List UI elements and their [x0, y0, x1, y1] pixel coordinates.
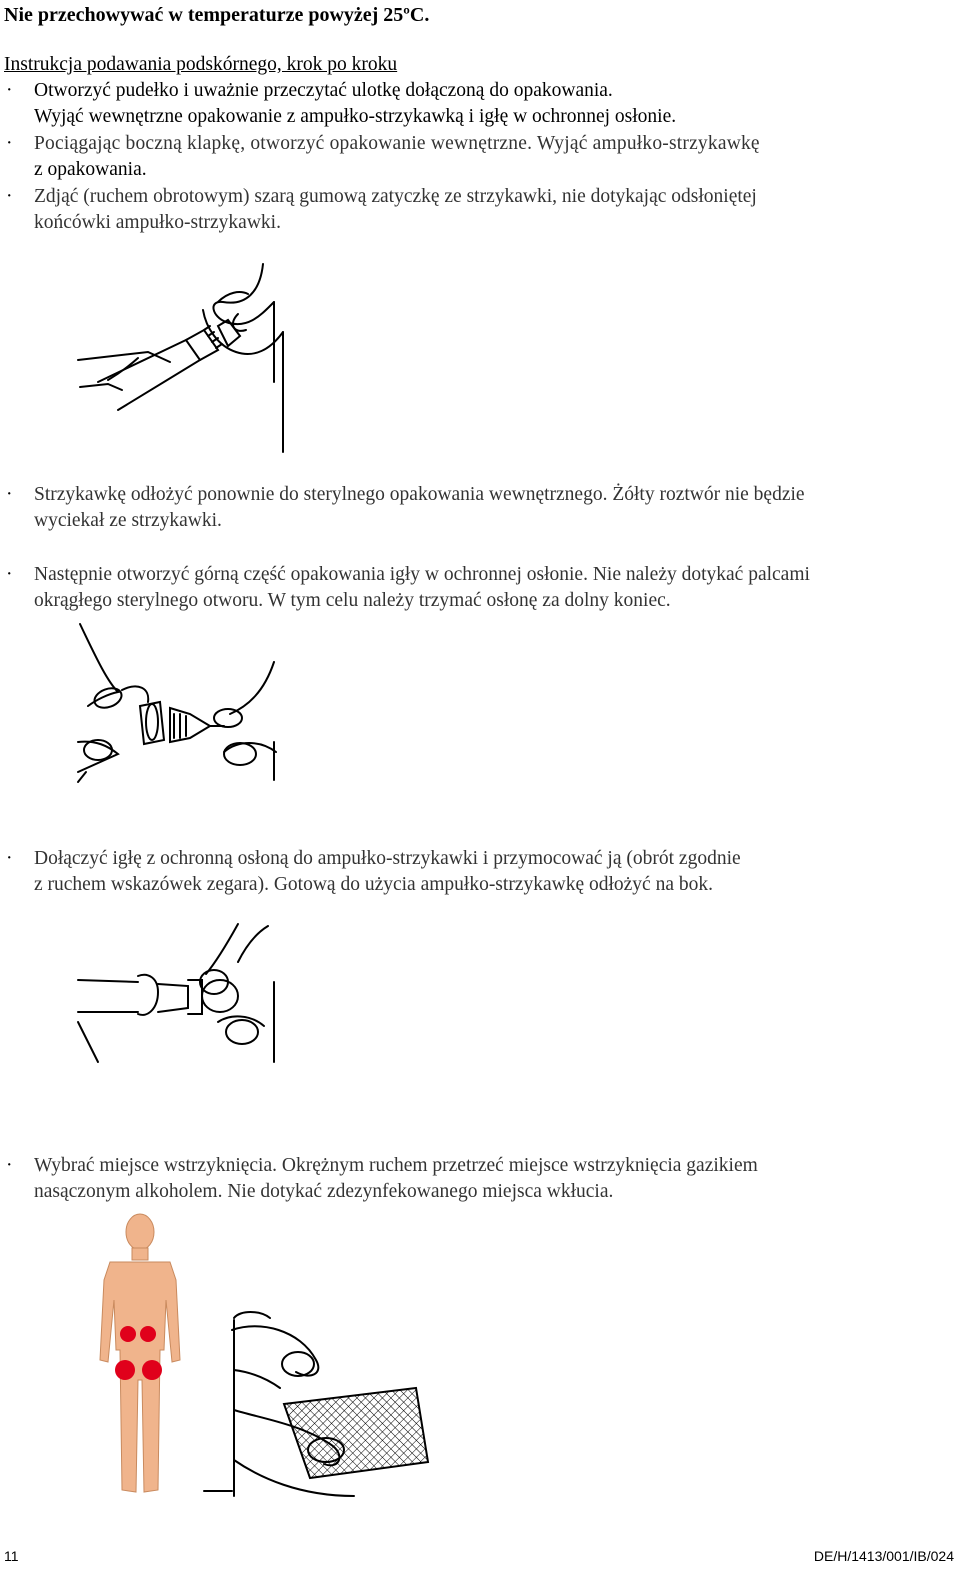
instructions-subheading: Instrukcja podawania podskórnego, krok po kroku — [4, 54, 398, 75]
remove-cap-illustration — [78, 262, 288, 457]
step-1-line-1: Otworzyć pudełko i uważnie przeczytać ulotkę dołączoną do opakowania. — [34, 80, 613, 101]
document-code: DE/H/1413/001/IB/024 — [813, 1548, 954, 1564]
attach-needle-illustration — [78, 922, 278, 1064]
injection-site-marker — [142, 1360, 162, 1380]
bullet: · — [6, 186, 13, 207]
step-4-line-1: Zdjąć (ruchem obrotowym) szarą gumową zatyczkę ze strzykawki, nie dotykając odsłoniętej — [34, 186, 757, 207]
step-7-line-2: z ruchem wskazówek zegara). Gotową do użycia ampułko-strzykawkę odłożyć na bok. — [34, 874, 713, 895]
bullet: · — [6, 133, 13, 154]
bullet: · — [6, 80, 13, 101]
step-7-line-1: Dołączyć igłę z ochronną osłoną do ampułko-strzykawki i przymocować ją (obrót zgodnie — [34, 848, 741, 869]
step-8-line-2: nasączonym alkoholem. Nie dotykać zdezynfekowanego miejsca wkłucia. — [34, 1181, 614, 1202]
needle-cover-illustration — [78, 622, 278, 782]
injection-site-marker — [115, 1360, 135, 1380]
storage-heading: Nie przechowywać w temperaturze powyżej 25ºC. — [4, 4, 430, 26]
injection-sites-body-diagram — [80, 1210, 200, 1502]
injection-site-marker — [140, 1326, 156, 1342]
bullet: · — [6, 848, 13, 869]
bullet: · — [6, 564, 13, 585]
injection-site-marker — [120, 1326, 136, 1342]
bullet: · — [6, 1155, 13, 1176]
page-number: 11 — [4, 1548, 19, 1564]
step-3-line-1: Pociągając boczną klapkę, otworzyć opakowanie wewnętrzne. Wyjąć ampułko-strzykawkę — [34, 133, 760, 154]
step-5-line-1: Strzykawkę odłożyć ponownie do sterylnego opakowania wewnętrznego. Żółty roztwór nie będzie — [34, 484, 805, 505]
step-5-line-2: wyciekał ze strzykawki. — [34, 510, 222, 531]
alcohol-swab-illustration — [200, 1300, 440, 1500]
step-3-line-2: z opakowania. — [34, 159, 147, 180]
step-6-line-1: Następnie otworzyć górną część opakowania igły w ochronnej osłonie. Nie należy dotykać palcami — [34, 564, 810, 585]
step-6-line-2: okrągłego sterylnego otworu. W tym celu należy trzymać osłonę za dolny koniec. — [34, 590, 671, 611]
step-2-line-1: Wyjąć wewnętrzne opakowanie z ampułko-strzykawką i igłę w ochronnej osłonie. — [34, 106, 677, 127]
step-4-line-2: końcówki ampułko-strzykawki. — [34, 212, 281, 233]
step-8-line-1: Wybrać miejsce wstrzyknięcia. Okrężnym ruchem przetrzeć miejsce wstrzyknięcia gazikiem — [34, 1155, 758, 1176]
bullet: · — [6, 484, 13, 505]
